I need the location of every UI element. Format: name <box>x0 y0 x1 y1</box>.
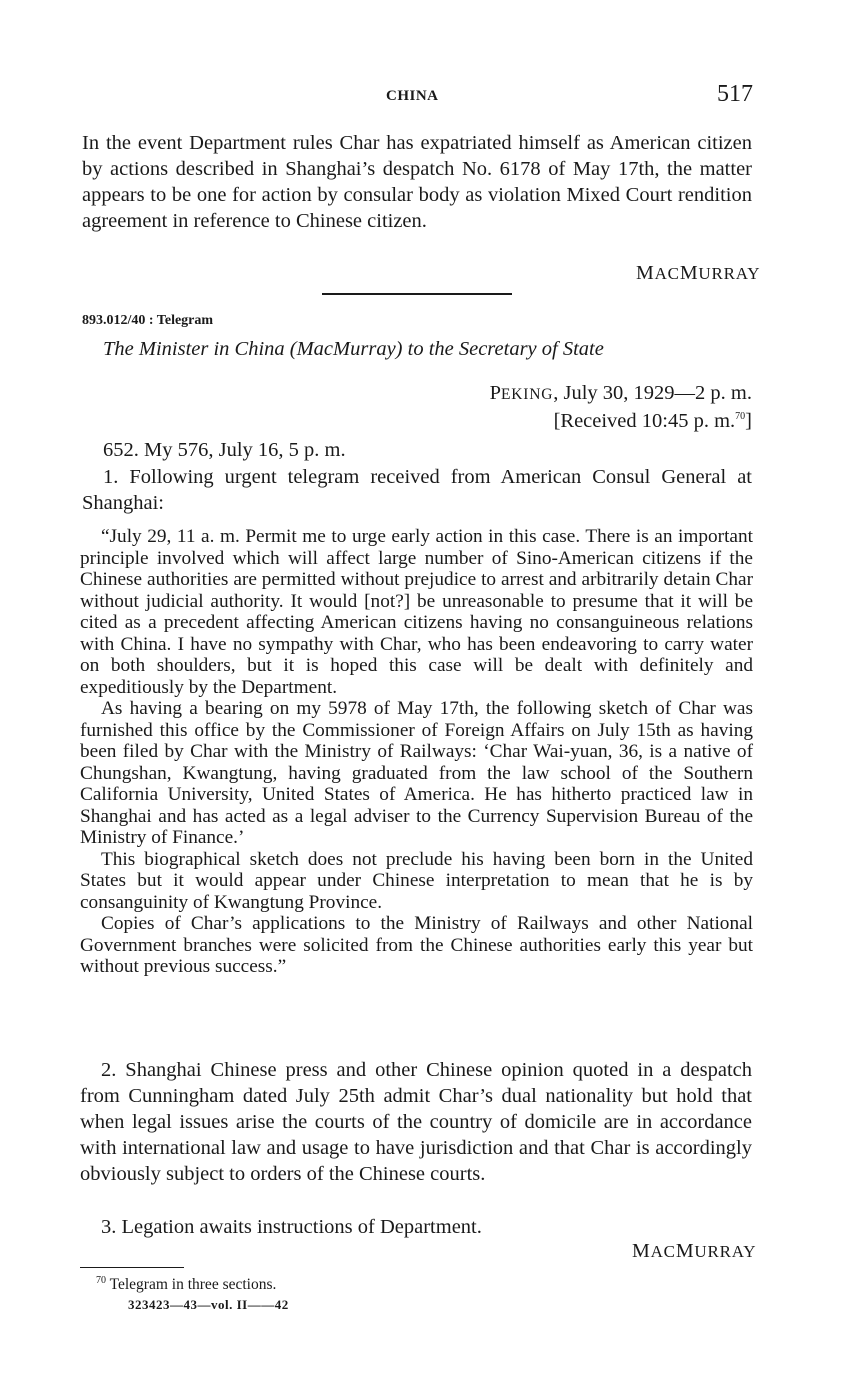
footnote-rule <box>80 1267 184 1268</box>
intro-paragraph: In the event Department rules Char has expatriated himself as American citizen by actions described in Shanghai’s despatch No. 6178 of May 17th, the matter appears to be one for action by consular body as violation Mixed Court rendition agreement in reference to Chinese citizen. <box>82 132 752 232</box>
paragraph-2: 2. Shanghai Chinese press and other Chinese opinion quoted in a despatch from Cunningham dated July 25th admit Char’s dual nationality but hold that when legal issues arise the courts of the country of domicile are in accordance with international law and usage to have jurisdiction and that Char is accordingly obviously subject to orders of the Chinese courts. <box>80 1059 752 1185</box>
footnote-ref-70: 70 <box>735 411 746 423</box>
file-reference: 893.012/40 : Telegram <box>82 313 214 328</box>
dateline: PEKING, July 30, 1929—2 p. m. [Received 10:45 p. m.$^{70}$] <box>400 380 752 434</box>
quoted-telegram <box>80 526 753 978</box>
received-line: [Received 10:45 p. m.$^{70}$] <box>553 410 752 432</box>
quote-paragraph: This biographical sketch does not preclude his having been born in the United States but it would appear under Chinese interpretation to mean that he is by consanguinity of Kwangtung Province. <box>80 848 753 913</box>
document-subject: The Minister in China (MacMurray) to the Secretary of State <box>103 338 604 360</box>
paragraph-652: 652. My 576, July 16, 5 p. m. <box>103 439 346 461</box>
quote-paragraph: Copies of Char’s applications to the Ministry of Railways and other National Government branches were solicited from the Chinese authorities early this year but without previous success.” <box>80 913 753 977</box>
paragraph-3: 3. Legation awaits instructions of Department. <box>101 1216 482 1238</box>
paragraph-1: 1. Following urgent telegram received from American Consul General at Shanghai: <box>82 466 752 514</box>
page-number: 517 <box>717 81 753 107</box>
section-divider <box>322 293 512 295</box>
running-header-title: CHINA <box>386 88 439 104</box>
print-line: 323423—43—vol. II——42 <box>128 1297 289 1312</box>
quote-paragraph: As having a bearing on my 5978 of May 17th, the following sketch of Char was furnished this office by the Commissioner of Foreign Affairs on July 15th as having been filed by Char with the Ministry of Railways: ‘Char Wai-yuan, 36, is a native of Chungshan, Kwangtung, having graduated from the law school of the Southern California University, United States of America. He has hitherto practiced law in Shanghai and has acted as a legal adviser to the Currency Supervision Bureau of the Ministry of Finance.’ <box>80 698 753 848</box>
dateline-place: PEKING <box>489 382 554 404</box>
signature-macmurray-2: MACMURRAY <box>632 1240 757 1262</box>
signature-macmurray-1: MACMURRAY <box>636 262 761 284</box>
footnote-70: $^{70}$ Telegram in three sections. <box>96 1274 277 1293</box>
quote-paragraph: “July 29, 11 a. m. Permit me to urge early action in this case. There is an important principle involved which will affect large number of Sino-American citizens if the Chinese authorities are permitted without prejudice to arrest and arbitrarily detain Char without judicial authority. It would [not?] be unreasonable to presume that it will be cited as a precedent affecting American citizens having no consanguineous relations with China. I have no sympathy with Char, who has been endeavoring to carry water on both shoulders, but it is hoped this case will be dealt with definitely and expeditiously by the Department. <box>80 526 753 698</box>
